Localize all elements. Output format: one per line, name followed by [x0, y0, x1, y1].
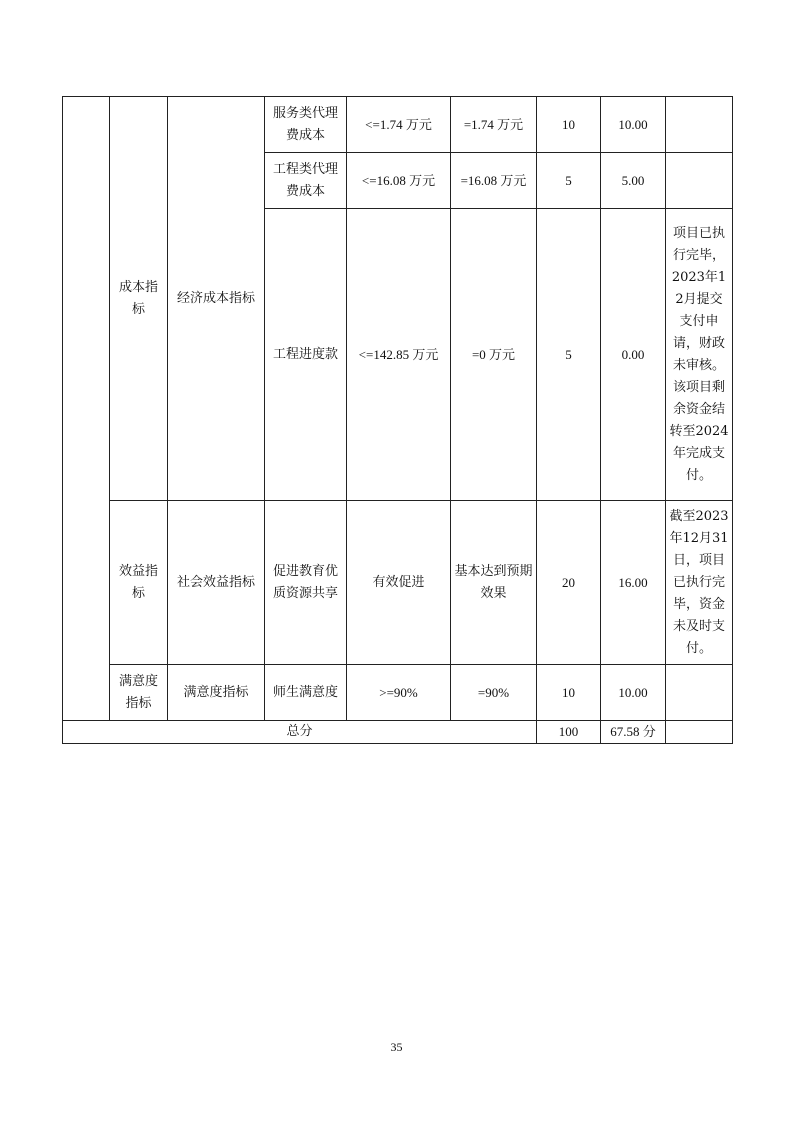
note-cell [666, 153, 733, 209]
page-number: 35 [390, 1040, 403, 1054]
note-cell [666, 665, 733, 721]
note-cell: 截至2023年12月31日，项目已执行完毕，资金未及时支付。 [666, 501, 733, 665]
performance-table [62, 96, 733, 744]
subcategory-cell-satisfaction: 满意度指标 [168, 665, 265, 721]
actual-cell: 基本达到预期效果 [451, 501, 537, 665]
indicator-cell: 工程类代理费成本 [265, 153, 347, 209]
target-cell: <=1.74 万元 [347, 97, 451, 153]
score-cell: 5.00 [601, 153, 666, 209]
subcategory-cell-cost: 经济成本指标 [168, 97, 265, 501]
score-cell: 10.00 [601, 665, 666, 721]
weight-cell: 5 [537, 153, 601, 209]
total-note [666, 721, 733, 744]
target-cell: >=90% [347, 665, 451, 721]
indicator-cell: 师生满意度 [265, 665, 347, 721]
actual-cell: =0 万元 [451, 209, 537, 501]
weight-cell: 5 [537, 209, 601, 501]
indicator-cell: 工程进度款 [265, 209, 347, 501]
table-row [63, 501, 733, 665]
score-cell: 16.00 [601, 501, 666, 665]
category-cell-benefit: 效益指标 [110, 501, 168, 665]
score-cell: 10.00 [601, 97, 666, 153]
note-cell: 项目已执行完毕，2023年12月提交支付申请，财政未审核。该项目剩余资金结转至2024年完成支付。 [666, 209, 733, 501]
target-cell: <=16.08 万元 [347, 153, 451, 209]
note-cell [666, 97, 733, 153]
actual-cell: =16.08 万元 [451, 153, 537, 209]
total-weight: 100 [537, 721, 601, 744]
total-score: 67.58 分 [601, 721, 666, 744]
score-cell: 0.00 [601, 209, 666, 501]
table-row [63, 97, 733, 153]
total-row [63, 721, 733, 744]
indicator-cell: 服务类代理费成本 [265, 97, 347, 153]
target-cell: <=142.85 万元 [347, 209, 451, 501]
target-cell: 有效促进 [347, 501, 451, 665]
table-row [63, 665, 733, 721]
subcategory-cell-benefit: 社会效益指标 [168, 501, 265, 665]
blank-first-column-cell [63, 97, 110, 721]
actual-cell: =1.74 万元 [451, 97, 537, 153]
category-cell-satisfaction: 满意度指标 [110, 665, 168, 721]
actual-cell: =90% [451, 665, 537, 721]
weight-cell: 20 [537, 501, 601, 665]
weight-cell: 10 [537, 665, 601, 721]
indicator-cell: 促进教育优质资源共享 [265, 501, 347, 665]
weight-cell: 10 [537, 97, 601, 153]
total-label: 总分 [63, 721, 537, 744]
category-cell-cost: 成本指标 [110, 97, 168, 501]
